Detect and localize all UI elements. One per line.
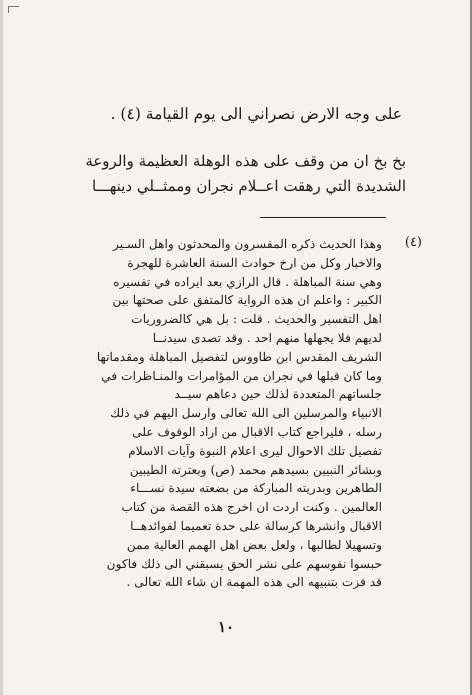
footnote-line: حبسوا نفوسهم على نشر الحق يسبقني الى ذلك فاكون [106, 556, 382, 571]
body-paragraph-line: الشديدة التي رهقت اعــلام نجران وممثــلي دينهـــا [92, 176, 406, 195]
footnote-line: وتسهيلا لطالبها ، ولعل بعض اهل الهمم العالية ممن [126, 537, 382, 552]
footnote-line: رسله ، فليراجع كتاب الاقبال من اراد الوقوف على [132, 424, 382, 439]
footnote-separator [260, 217, 386, 218]
footnote-marker: (٤) [404, 235, 422, 250]
footnote-line: الكبير : واعلم ان هذه الرواية كالمتفق على صحتها بين [112, 293, 382, 308]
scan-corner-mark [8, 6, 19, 13]
page-left-edge [0, 0, 3, 695]
footnote-line: والاخبار وكل من ارخ حوادث السنة العاشرة للهجرة [127, 255, 382, 270]
footnote-line: لديهم فلا يجهلها منهم احد . وقد تصدى سيدنــا [152, 330, 382, 345]
footnote-text [52, 235, 382, 592]
footnote-line: الشريف المقدس ابن طاووس لتفصيل المباهلة ومقدماتها [96, 349, 382, 364]
page-number: ١٠ [218, 618, 235, 636]
footnote-line: اهل التفسير والحديث . قلت : بل هي كالضروريات [131, 312, 382, 327]
body-paragraph-line: بخ بخ ان من وقف على هذه الوهلة العظيمة والروعة [85, 152, 406, 170]
footnote-line: الطاهرين وبدريته المباركة من بضعته سيدة نســـاء [130, 481, 382, 496]
footnote-line: العالمين . وكنت اردت ان اخرج هذه القصة من كتاب [121, 500, 382, 515]
body-paragraph [58, 149, 406, 198]
body-text-top-line: على وجه الارض نصراني الى يوم القيامة (٤) . [110, 105, 402, 123]
footnote-line: الانبياء والمرسلين الى الله تعالى وارسل اليهم في ذلك [110, 406, 382, 421]
footnote-line: قد فزت بتنبيهه الى هذه المهمة ان شاء الله تعالى . [126, 575, 382, 590]
footnote-line: جلساتهم المتعددة لذلك حين دعاهم سيــد [174, 387, 382, 402]
footnote-line: الاقبال وانشرها كرسالة على حدة تعميما لفوائدهــا [130, 518, 382, 533]
footnote-line: وهي سنة المباهلة . قال الرازي بعد ايراده في تفسيره [113, 274, 382, 289]
footnote-line: وما كان قبلها في نجران من المؤامرات والمنـاظرات في [101, 368, 382, 383]
footnote-line: تفصيل تلك الاحوال ليرى اعلام النبوة وآيات الاسلام [128, 443, 382, 458]
footnote-line: وبشائر النبيين بسيدهم محمد (ص) وبعترته الطيبين [129, 462, 382, 477]
footnote-line: وهذا الحديث ذكره المفسرون والمحدثون واهل السـير [113, 237, 382, 251]
